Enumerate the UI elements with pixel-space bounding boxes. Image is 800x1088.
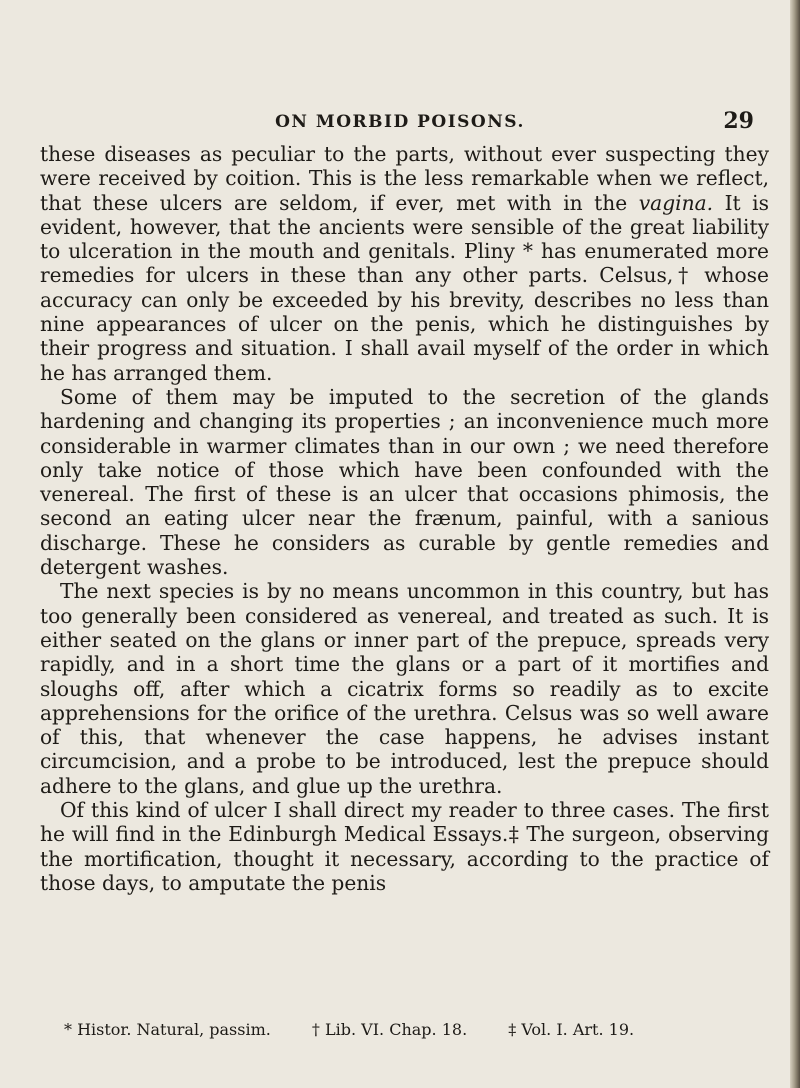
page-number: 29	[723, 108, 754, 134]
running-head: ON MORBID POISONS.	[275, 112, 525, 132]
paragraph: these diseases as peculiar to the parts, without ever suspecting they were received by coition. This is the less remarkable when we reflect, that these ulcers are seldom, if ever, met with in the vagina. It is evident, however, that the ancients were sensible of the great liability to ulceration in the mouth and genitals. Pliny * has enumerated more remedies for ulcers in these than any other parts. Celsus,† whose accuracy can only be exceeded by his brevity, describes no less than nine appearances of ulcer on the penis, which he distinguishes by their progress and situation. I shall avail myself of the order in which he has arranged them.	[40, 142, 769, 385]
italic-term: vagina.	[638, 190, 714, 215]
footnote: † Lib. VI. Chap. 18.	[311, 1020, 468, 1039]
paragraph: Of this kind of ulcer I shall direct my reader to three cases. The first he will find in the Edinburgh Medical Essays.‡ The surgeon, observing the mortification, thought it necessary, according to the practice of those days, to amputate the penis	[40, 798, 769, 895]
book-spine-edge	[790, 0, 800, 1088]
paragraph: The next species is by no means uncommon in this country, but has too generally been considered as venereal, and treated as such. It is either seated on the glans or inner part of the prepuce, spreads very rapidly, and in a short time the glans or a part of it mortifies and sloughs off, after which a cicatrix forms so readily as to excite apprehensions for the orifice of the urethra. Celsus was so well aware of this, that whenever the case happens, he advises instant circumcision, and a probe to be introduced, lest the prepuce should adhere to the glans, and glue up the urethra.	[40, 579, 769, 798]
body-text	[40, 142, 769, 895]
footnote: ‡ Vol. I. Art. 19.	[508, 1020, 635, 1039]
paragraph: Some of them may be imputed to the secretion of the glands hardening and changing its properties ; an inconvenience much more considerable in warmer climates than in our own ; we need therefore only take notice of those which have been confounded with the venereal. The first of these is an ulcer that occasions phimosis, the second an eating ulcer near the frænum, painful, with a sanious discharge. These he considers as curable by gentle remedies and detergent washes.	[40, 384, 769, 580]
footnote: * Histor. Natural, passim.	[64, 1020, 271, 1039]
page-header	[40, 108, 760, 138]
footnotes	[64, 1020, 764, 1039]
